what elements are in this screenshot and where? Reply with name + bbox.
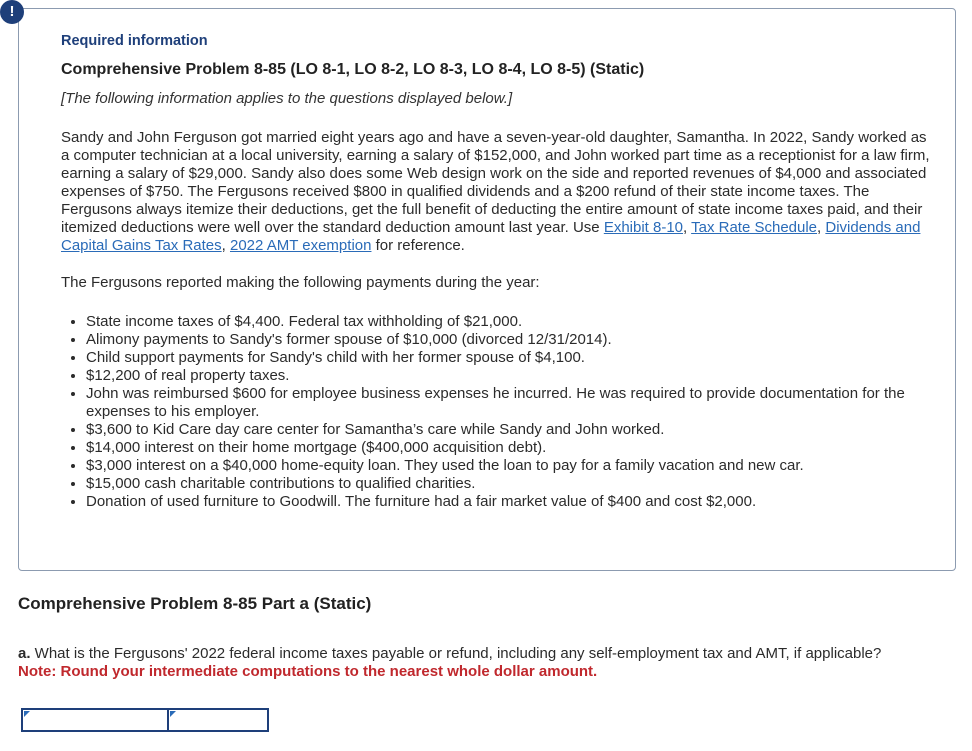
list-item: • $14,000 interest on their home mortgage ($400,000 acquisition debt). bbox=[86, 439, 921, 457]
part-title: Comprehensive Problem 8-85 Part a (Static) bbox=[18, 594, 372, 613]
rounding-note: Note: Round your intermediate computations to the nearest whole dollar amount. bbox=[18, 663, 598, 680]
payments-intro: The Fergusons reported making the following payments during the year: bbox=[61, 274, 540, 291]
payments-list bbox=[61, 313, 921, 511]
required-information-heading: Required information bbox=[61, 33, 208, 49]
list-item: • Donation of used furniture to Goodwill. The furniture had a fair market value of $400 and cost $2,000. bbox=[86, 493, 921, 511]
list-item: • $15,000 cash charitable contributions to qualified charities. bbox=[86, 475, 921, 493]
list-item: • $3,000 interest on a $40,000 home-equity loan. They used the loan to pay for a family vacation and new car. bbox=[86, 457, 921, 475]
question-block bbox=[18, 645, 881, 681]
answer-label-input[interactable] bbox=[23, 710, 169, 730]
amt-exemption-link[interactable]: 2022 AMT exemption bbox=[229, 237, 372, 254]
scenario-text: Sandy and John Ferguson got married eight years ago and have a seven-year-old daughter, Samantha. In 2022, Sandy worked as a computer technician at a local university, earning a salary of $152,000, and John worked part time as a receptionist for a law firm, earning a salary of $29,000. Sandy also does some Web design work on the side and reported revenues of $4,000 and associated expenses of $750. The Fergusons received $800 in qualified dividends and a $200 refund of their state income taxes. The Fergusons always itemize their deductions, get the full benefit of deducting the entire amount of state income taxes paid, and their itemized deductions were well over the standard deduction amount last year. Use bbox=[61, 129, 930, 236]
list-item: • $3,600 to Kid Care day care center for Samantha’s care while Sandy and John worked. bbox=[86, 421, 921, 439]
exhibit-8-10-link[interactable]: Exhibit 8-10 bbox=[603, 219, 684, 236]
alert-exclamation-icon: ! bbox=[0, 0, 24, 24]
answer-amount-input[interactable] bbox=[169, 710, 267, 730]
cell-corner-marker-icon bbox=[170, 711, 176, 717]
answer-table-row bbox=[21, 708, 269, 732]
dividends-capital-gains-link[interactable]: Dividends and Capital Gains Tax Rates bbox=[61, 219, 921, 254]
tax-rate-schedule-link[interactable]: Tax Rate Schedule bbox=[691, 219, 818, 236]
cell-corner-marker-icon bbox=[24, 711, 30, 717]
list-item: • State income taxes of $4,400. Federal tax withholding of $21,000. bbox=[86, 313, 921, 331]
question-text: What is the Fergusons' 2022 federal income taxes payable or refund, including any self-employment tax and AMT, if applicable? bbox=[30, 645, 882, 662]
list-item: • Alimony payments to Sandy's former spouse of $10,000 (divorced 12/31/2014). bbox=[86, 331, 921, 349]
list-item: • $12,200 of real property taxes. bbox=[86, 367, 921, 385]
scenario-paragraph: Sandy and John Ferguson got married eight years ago and have a seven-year-old daughter, Samantha. In 2022, Sandy worked as a computer technician at a local university, earning a salary of $152,000, and John worked part time as a receptionist for a law firm, earning a salary of $29,000. Sandy also does some Web design work on the side and reported revenues of $4,000 and associated expenses of $750. The Fergusons received $800 in qualified dividends and a $200 refund of their state income taxes. The Fergusons always itemize their deductions, get the full benefit of deducting the entire amount of state income taxes paid, and their itemized deductions were well over the standard deduction amount last year. Use Exhibit 8-10, Tax Rate Schedule, Dividends and Capital Gains Tax Rates, 2022 AMT exemption for reference. bbox=[61, 129, 930, 254]
scenario-tail: for reference. bbox=[371, 237, 465, 254]
question-letter: a. bbox=[18, 645, 31, 662]
problem-title: Comprehensive Problem 8-85 (LO 8-1, LO 8-2, LO 8-3, LO 8-4, LO 8-5) (Static) bbox=[61, 61, 645, 78]
applies-note: [The following information applies to the questions displayed below.] bbox=[61, 90, 513, 107]
list-item: • John was reimbursed $600 for employee business expenses he incurred. He was required to provide documentation for the expenses to his employer. bbox=[86, 385, 921, 421]
list-item: • Child support payments for Sandy's child with her former spouse of $4,100. bbox=[86, 349, 921, 367]
